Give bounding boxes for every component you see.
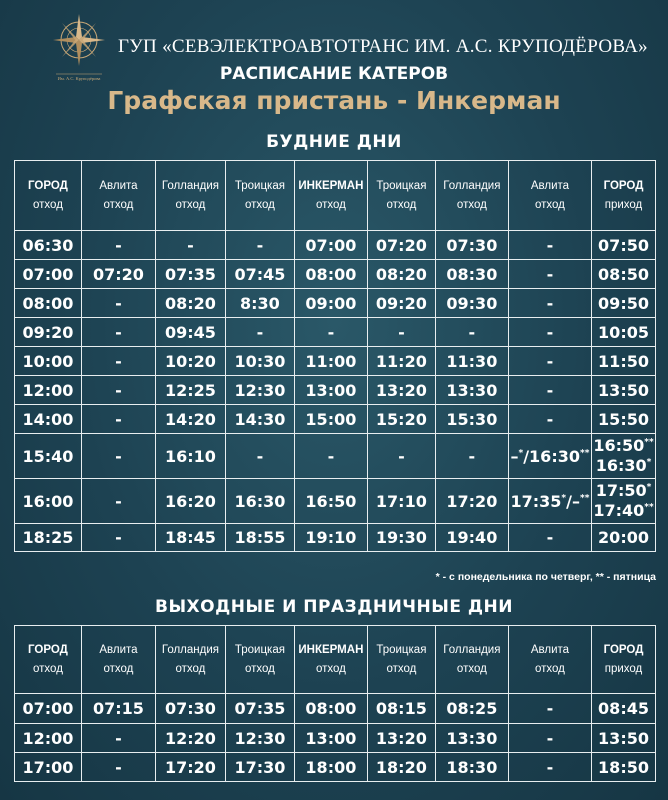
table-cell: - — [508, 376, 591, 405]
table-cell: - — [508, 724, 591, 753]
table-cell: 15:40 — [15, 434, 82, 479]
column-header: ГОРОД приход — [592, 161, 656, 231]
table-cell: 18:20 — [367, 753, 435, 782]
column-header: ИНКЕРМАН отход — [294, 161, 367, 231]
table-cell: 17:20 — [155, 753, 225, 782]
column-header: ГОРОД отход — [15, 161, 82, 231]
table-row — [15, 724, 656, 753]
table-cell: 07:00 — [15, 260, 82, 289]
table-cell: 08:25 — [435, 694, 508, 724]
column-header: Голландия отход — [435, 161, 508, 231]
table-cell: 09:20 — [367, 289, 435, 318]
table-cell: 07:20 — [81, 260, 155, 289]
table-cell: - — [81, 405, 155, 434]
table-cell: 08:00 — [294, 260, 367, 289]
table-cell: - — [294, 318, 367, 347]
table-cell: 17:35*/–** — [508, 479, 591, 524]
table-cell: 10:00 — [15, 347, 82, 376]
table-cell: 14:30 — [225, 405, 294, 434]
table-cell: 18:50 — [592, 753, 656, 782]
table-cell: 15:00 — [294, 405, 367, 434]
table-cell: 19:30 — [367, 524, 435, 552]
table-cell: - — [225, 318, 294, 347]
table-cell: - — [508, 347, 591, 376]
table-cell: 07:30 — [155, 694, 225, 724]
table-cell: - — [367, 434, 435, 479]
column-header: Троицкая отход — [367, 161, 435, 231]
table-cell: - — [508, 753, 591, 782]
table-cell: 15:20 — [367, 405, 435, 434]
table-cell: 13:30 — [435, 724, 508, 753]
column-header: Троицкая отход — [367, 626, 435, 694]
table-cell: 08:50 — [592, 260, 656, 289]
table-cell: 08:30 — [435, 260, 508, 289]
table-cell: 11:30 — [435, 347, 508, 376]
table-cell: - — [81, 347, 155, 376]
column-header: ИНКЕРМАН отход — [294, 626, 367, 694]
table-cell: 11:50 — [592, 347, 656, 376]
table-cell: 14:00 — [15, 405, 82, 434]
table-cell: 12:20 — [155, 724, 225, 753]
table-cell: 07:00 — [294, 231, 367, 260]
table-cell: - — [81, 479, 155, 524]
table-row — [15, 405, 656, 434]
column-header: Троицкая отход — [225, 626, 294, 694]
table-cell: 12:30 — [225, 724, 294, 753]
weekend-schedule-table — [14, 625, 656, 782]
table-cell: - — [81, 318, 155, 347]
table-cell: 10:20 — [155, 347, 225, 376]
route-title: Графская пристань - Инкерман — [107, 86, 561, 115]
schedule-subtitle: РАСПИСАНИЕ КАТЕРОВ — [219, 64, 449, 84]
table-cell: 08:45 — [592, 694, 656, 724]
table-row — [15, 524, 656, 552]
svg-text:Им. А.С. Круподёрова: Им. А.С. Круподёрова — [57, 76, 101, 81]
table-cell: 17:20 — [435, 479, 508, 524]
table-cell: 16:00 — [15, 479, 82, 524]
table-row — [15, 694, 656, 724]
table-row — [15, 434, 656, 479]
weekdays-title: БУДНИЕ ДНИ — [266, 132, 402, 152]
table-cell: 08:15 — [367, 694, 435, 724]
weekends-title: ВЫХОДНЫЕ И ПРАЗДНИЧНЫЕ ДНИ — [154, 597, 513, 617]
table-cell: 16:20 — [155, 479, 225, 524]
header-row — [15, 626, 656, 694]
table-row — [15, 289, 656, 318]
table-cell: 13:20 — [367, 376, 435, 405]
table-cell: 15:50 — [592, 405, 656, 434]
table-cell: 17:00 — [15, 753, 82, 782]
table-cell: 13:50 — [592, 376, 656, 405]
table-cell: - — [81, 289, 155, 318]
table-cell: 13:00 — [294, 724, 367, 753]
table-row — [15, 318, 656, 347]
table-row — [15, 376, 656, 405]
column-header: Авлита отход — [508, 161, 591, 231]
table-cell: - — [81, 376, 155, 405]
column-header: Голландия отход — [435, 626, 508, 694]
table-cell: - — [508, 231, 591, 260]
header-row — [15, 161, 656, 231]
table-cell: 20:00 — [592, 524, 656, 552]
table-cell: - — [81, 524, 155, 552]
table-cell: - — [225, 434, 294, 479]
table-row — [15, 231, 656, 260]
table-cell: 08:00 — [15, 289, 82, 318]
table-cell: 09:50 — [592, 289, 656, 318]
table-cell: 14:20 — [155, 405, 225, 434]
table-cell: 10:30 — [225, 347, 294, 376]
table-cell: 07:35 — [155, 260, 225, 289]
table-cell: 18:25 — [15, 524, 82, 552]
table-cell: 18:30 — [435, 753, 508, 782]
table-cell: 8:30 — [225, 289, 294, 318]
table-cell: 09:20 — [15, 318, 82, 347]
column-header: Авлита отход — [81, 161, 155, 231]
table-cell: - — [225, 231, 294, 260]
table-cell: 09:30 — [435, 289, 508, 318]
table-cell: - — [81, 753, 155, 782]
column-header: ГОРОД приход — [592, 626, 656, 694]
table-cell: - — [508, 694, 591, 724]
table-cell: 07:20 — [367, 231, 435, 260]
table-row — [15, 479, 656, 524]
table-cell: 18:45 — [155, 524, 225, 552]
organization-name: ГУП «СЕВЭЛЕКТРОАВТОТРАНС ИМ. А.С. КРУПОДЁРОВА» — [118, 36, 648, 57]
table-cell: 11:00 — [294, 347, 367, 376]
table-cell: –*/16:30** — [508, 434, 591, 479]
column-header: Троицкая отход — [225, 161, 294, 231]
table-cell: - — [81, 724, 155, 753]
column-header: Голландия отход — [155, 161, 225, 231]
table-cell: 13:00 — [294, 376, 367, 405]
table-cell: 12:00 — [15, 376, 82, 405]
weekday-schedule-table — [14, 160, 656, 552]
table-cell: 17:10 — [367, 479, 435, 524]
table-cell: - — [81, 434, 155, 479]
table-cell: 06:30 — [15, 231, 82, 260]
table-cell: - — [508, 405, 591, 434]
table-cell: 16:50 — [294, 479, 367, 524]
table-cell: 18:00 — [294, 753, 367, 782]
table-cell: 07:35 — [225, 694, 294, 724]
table-cell: - — [367, 318, 435, 347]
table-cell: - — [508, 289, 591, 318]
table-cell: 08:00 — [294, 694, 367, 724]
table-cell: 17:30 — [225, 753, 294, 782]
table-cell: 13:50 — [592, 724, 656, 753]
column-header: Авлита отход — [81, 626, 155, 694]
table-cell: 07:50 — [592, 231, 656, 260]
table-cell: - — [508, 318, 591, 347]
table-cell: 07:30 — [435, 231, 508, 260]
table-cell: 07:45 — [225, 260, 294, 289]
table-cell: 10:05 — [592, 318, 656, 347]
table-cell: - — [294, 434, 367, 479]
table-row — [15, 260, 656, 289]
table-cell: 12:25 — [155, 376, 225, 405]
table-cell: 19:40 — [435, 524, 508, 552]
table-cell: 13:20 — [367, 724, 435, 753]
table-cell: 07:00 — [15, 694, 82, 724]
table-cell: 16:10 — [155, 434, 225, 479]
column-header: Авлита отход — [508, 626, 591, 694]
table-cell: - — [155, 231, 225, 260]
table-row — [15, 347, 656, 376]
column-header: ГОРОД отход — [15, 626, 82, 694]
table-cell: 08:20 — [155, 289, 225, 318]
table-cell: 09:45 — [155, 318, 225, 347]
table-cell: - — [81, 231, 155, 260]
table-cell: - — [508, 524, 591, 552]
table-cell: 19:10 — [294, 524, 367, 552]
table-cell: 15:30 — [435, 405, 508, 434]
footnote: * - с понедельника по четверг, ** - пятница — [435, 571, 656, 583]
table-cell: 18:55 — [225, 524, 294, 552]
table-cell: 11:20 — [367, 347, 435, 376]
table-cell: 07:15 — [81, 694, 155, 724]
table-row — [15, 753, 656, 782]
table-cell: - — [435, 318, 508, 347]
table-cell: 12:30 — [225, 376, 294, 405]
table-cell: 13:30 — [435, 376, 508, 405]
table-cell: 16:30 — [225, 479, 294, 524]
table-cell: 12:00 — [15, 724, 82, 753]
table-cell: 17:50* 17:40** — [592, 479, 656, 524]
table-cell: 08:20 — [367, 260, 435, 289]
table-cell: 09:00 — [294, 289, 367, 318]
table-cell: 16:50** 16:30* — [592, 434, 656, 479]
table-cell: - — [435, 434, 508, 479]
column-header: Голландия отход — [155, 626, 225, 694]
table-cell: - — [508, 260, 591, 289]
